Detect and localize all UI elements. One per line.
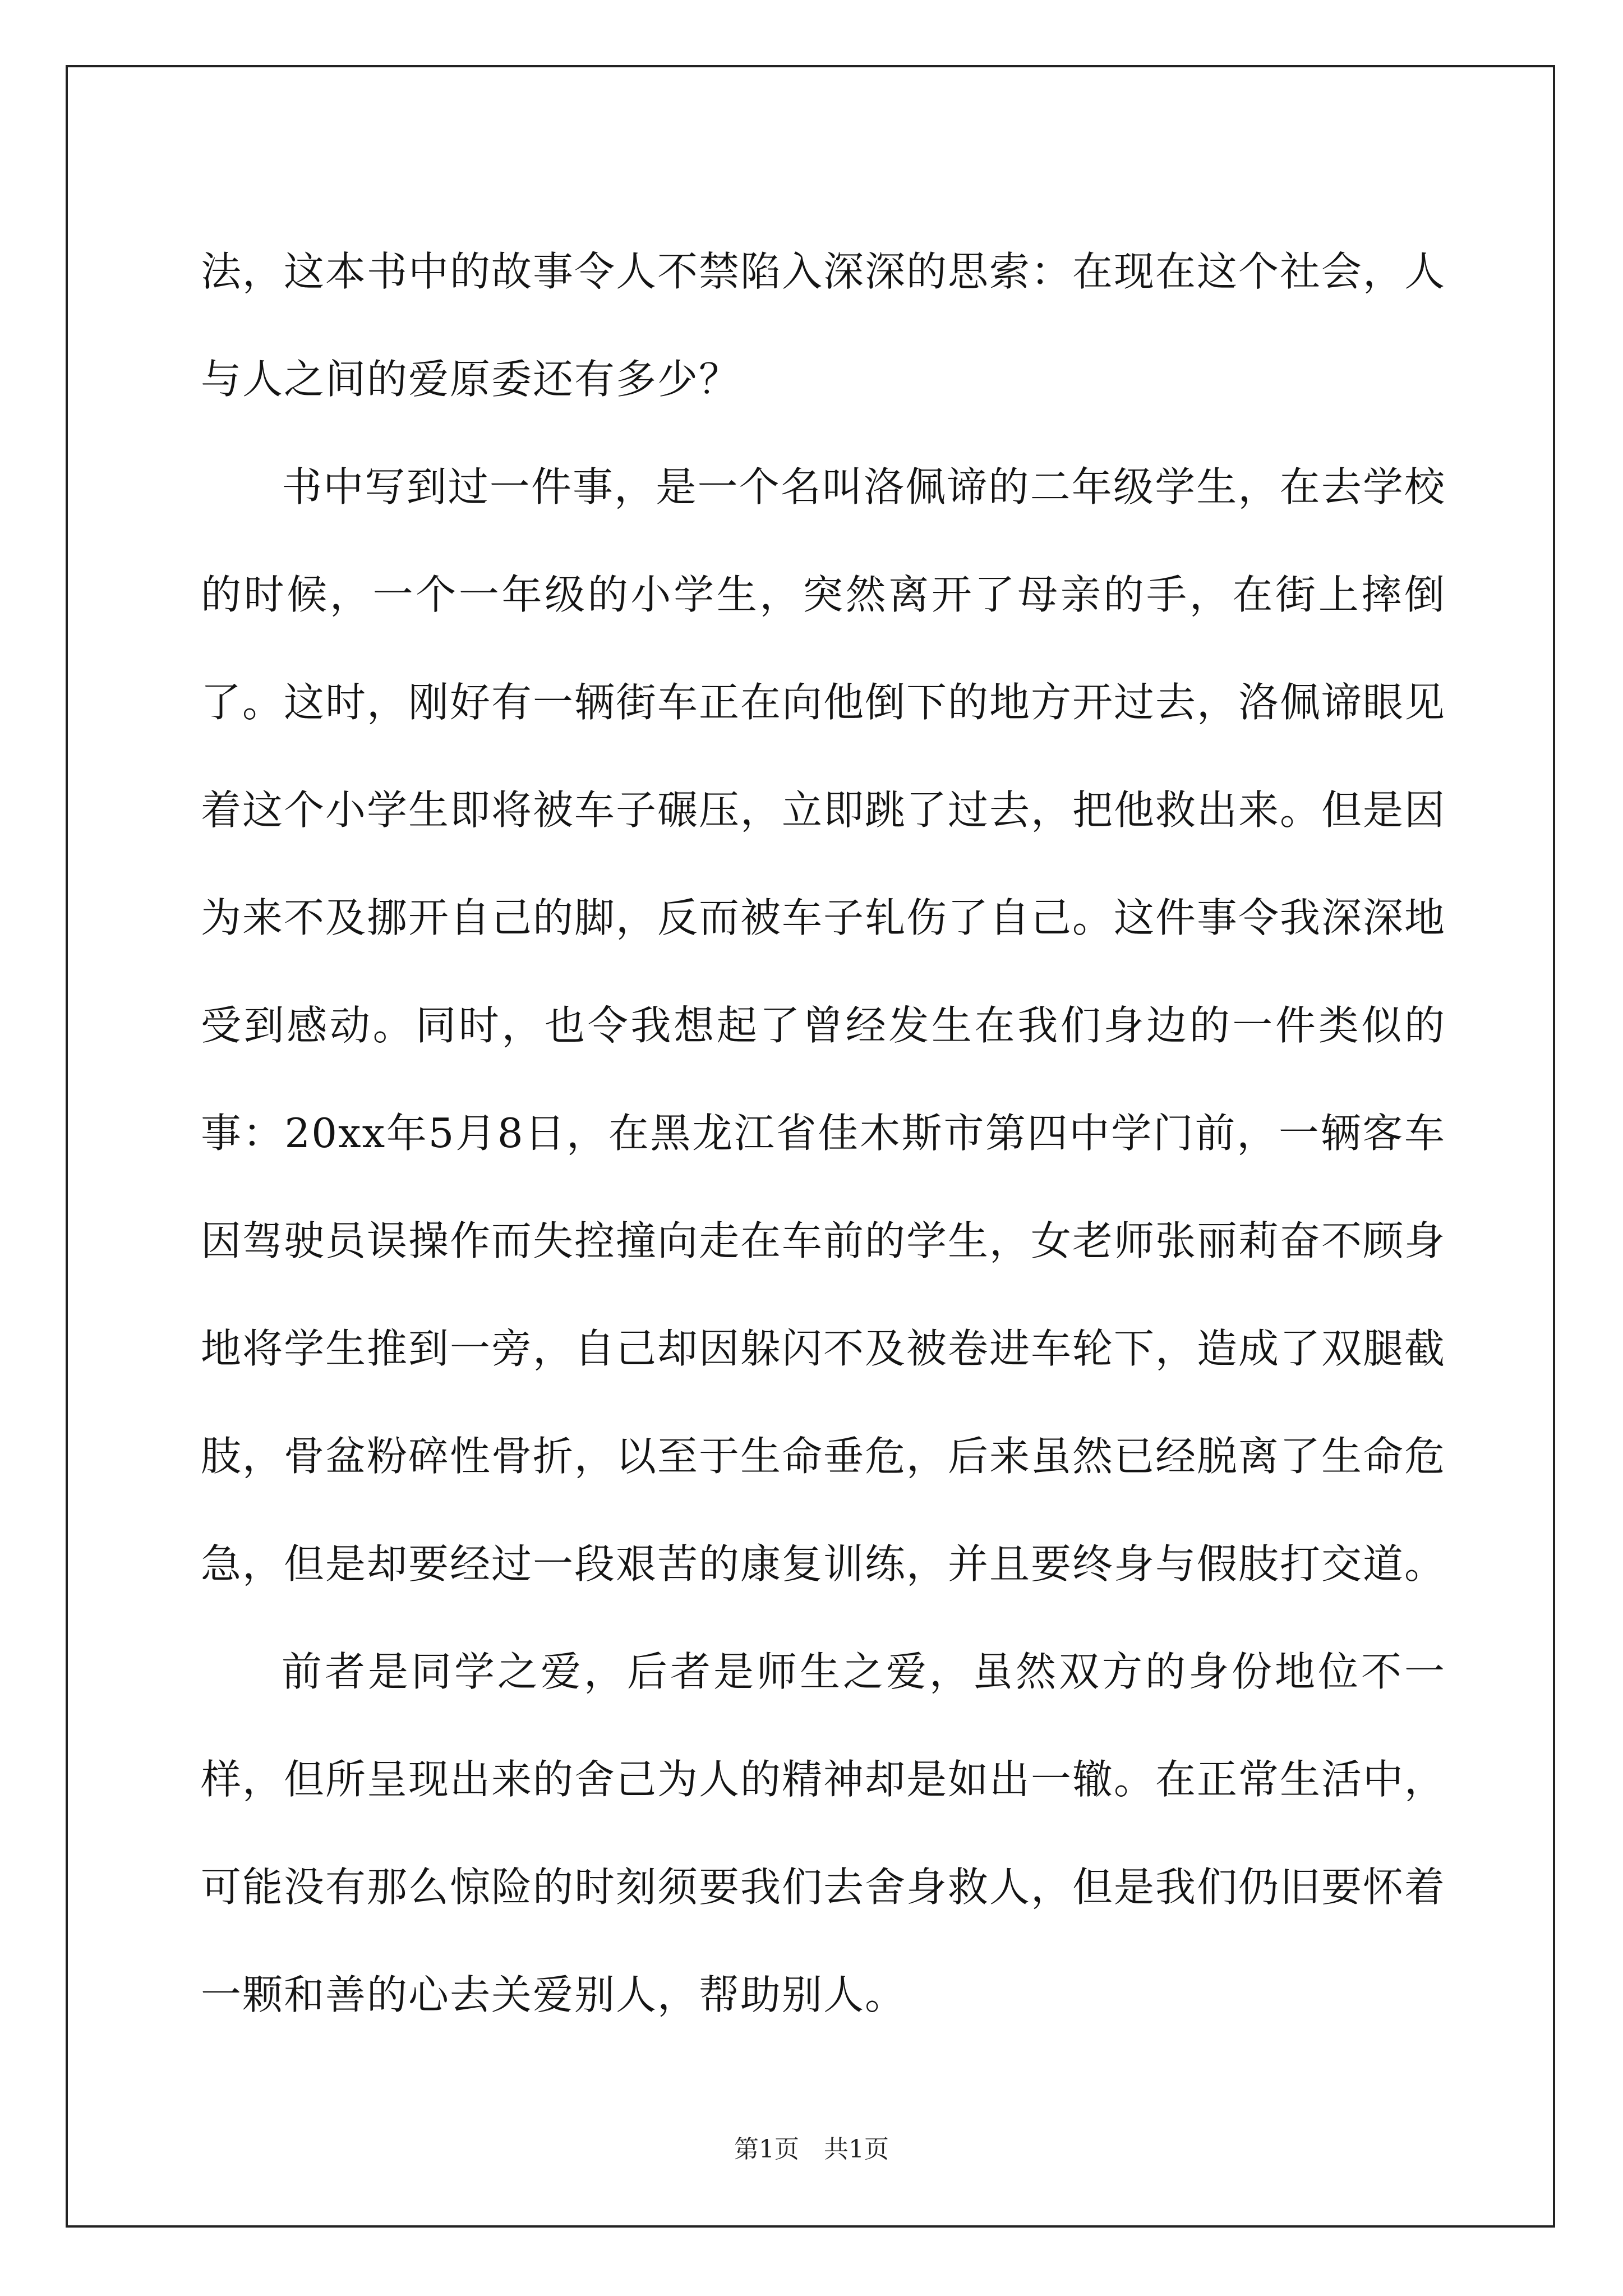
page-number: 第1页	[734, 2135, 799, 2164]
paragraph-2: 书中写到过一件事，是一个名叫洛佩谛的二年级学生，在去学校的时候，一个一年级的小学生，突然离开了母亲的手，在街上摔倒了。这时，刚好有一辆街车正在向他倒下的地方开过去，洛佩谛眼见着这个小学生即将被车子碾压，立即跳了过去，把他救出来。但是因为来不及挪开自己的脚，反而被车子轧伤了自己。这件事令我深深地受到感动。同时，也令我想起了曾经发生在我们身边的一件类似的事：20xx年5月8日，在黑龙江省佳木斯市第四中学门前，一辆客车因驾驶员误操作而失控撞向走在车前的学生，女老师张丽莉奋不顾身地将学生推到一旁，自己却因躲闪不及被卷进车轮下，造成了双腿截肢，骨盆粉碎性骨折，以至于生命垂危，后来虽然已经脱离了生命危急，但是却要经过一段艰苦的康复训练，并且要终身与假肢打交道。	[201, 463, 1446, 1588]
paragraph-3: 前者是同学之爱，后者是师生之爱，虽然双方的身份地位不一样，但所呈现出来的舍己为人的精神却是如出一辙。在正常生活中，可能没有那么惊险的时刻须要我们去舍身救人，但是我们仍旧要怀着一颗和善的心去关爱别人，帮助别人。	[201, 1648, 1446, 2018]
page-footer	[0, 2129, 1623, 2165]
document-body	[201, 218, 1446, 2049]
page-total: 共1页	[824, 2135, 889, 2164]
paragraph-1: 法，这本书中的故事令人不禁陷入深深的思索：在现在这个社会，人与人之间的爱原委还有多少？	[201, 248, 1446, 403]
